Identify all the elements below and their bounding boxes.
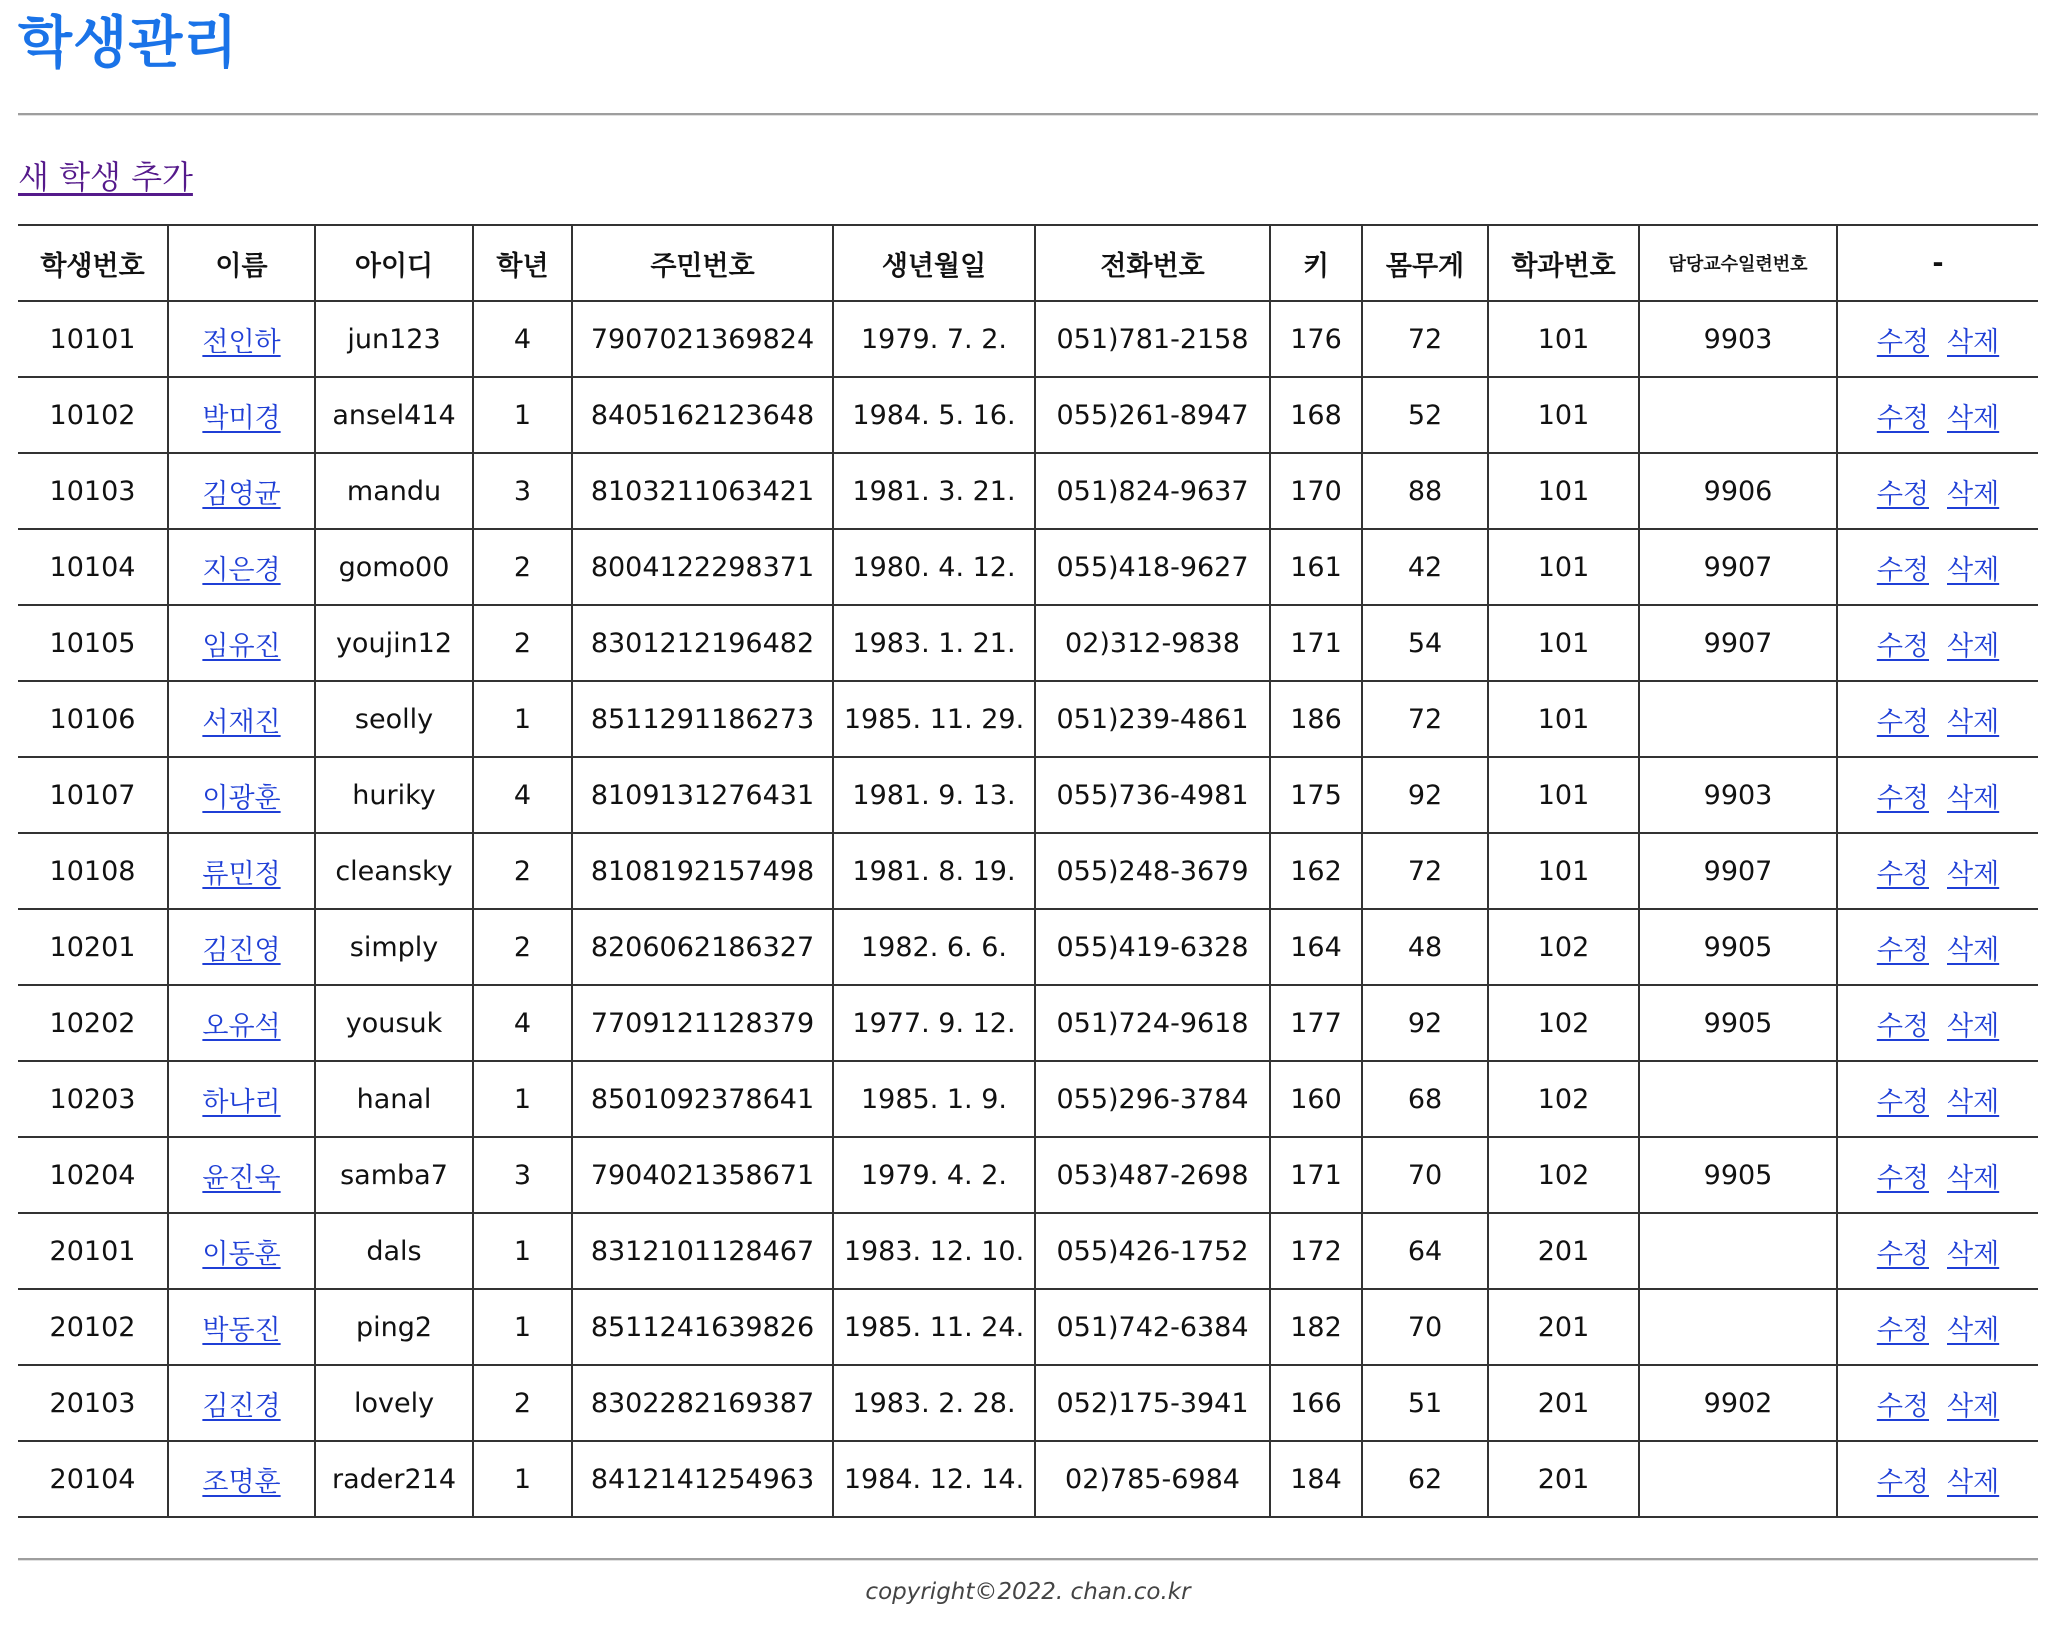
delete-link[interactable]: 삭제 — [1947, 402, 2000, 434]
table-header-row — [18, 225, 2038, 301]
table-row — [18, 1137, 2038, 1213]
cell-birthdate: 1981. 8. 19. — [833, 833, 1035, 909]
cell-actions — [1837, 301, 2038, 377]
header-professor-no: 담당교수일련번호 — [1639, 225, 1837, 301]
cell-name — [168, 453, 315, 529]
cell-grade: 1 — [473, 681, 572, 757]
cell-phone: 051)724-9618 — [1035, 985, 1270, 1061]
cell-phone: 055)261-8947 — [1035, 377, 1270, 453]
cell-professor-no — [1639, 1441, 1837, 1517]
cell-grade: 4 — [473, 301, 572, 377]
footer-copyright: copyright©2022. chan.co.kr — [865, 1579, 1191, 1605]
cell-birthdate: 1977. 9. 12. — [833, 985, 1035, 1061]
edit-link[interactable]: 수정 — [1876, 1010, 1929, 1042]
edit-link[interactable]: 수정 — [1876, 1162, 1929, 1194]
student-name-link[interactable]: 지은경 — [202, 554, 281, 586]
cell-phone: 055)418-9627 — [1035, 529, 1270, 605]
edit-link[interactable]: 수정 — [1876, 1314, 1929, 1346]
cell-height: 170 — [1270, 453, 1362, 529]
cell-userid: ping2 — [315, 1289, 473, 1365]
cell-grade: 2 — [473, 605, 572, 681]
header-weight: 몸무게 — [1362, 225, 1488, 301]
cell-userid: simply — [315, 909, 473, 985]
cell-jumin: 8206062186327 — [572, 909, 833, 985]
cell-dept-no: 102 — [1488, 1137, 1639, 1213]
cell-weight: 70 — [1362, 1289, 1488, 1365]
cell-weight: 54 — [1362, 605, 1488, 681]
cell-dept-no: 101 — [1488, 681, 1639, 757]
cell-actions — [1837, 1137, 2038, 1213]
cell-professor-no: 9907 — [1639, 833, 1837, 909]
cell-dept-no: 102 — [1488, 1061, 1639, 1137]
cell-professor-no — [1639, 377, 1837, 453]
cell-weight: 92 — [1362, 985, 1488, 1061]
edit-link[interactable]: 수정 — [1876, 934, 1929, 966]
cell-phone: 052)175-3941 — [1035, 1365, 1270, 1441]
add-link-area — [18, 116, 2038, 224]
cell-student-id: 20102 — [18, 1289, 168, 1365]
cell-actions — [1837, 1213, 2038, 1289]
cell-student-id: 10201 — [18, 909, 168, 985]
cell-dept-no: 102 — [1488, 985, 1639, 1061]
cell-actions — [1837, 529, 2038, 605]
cell-jumin: 8511241639826 — [572, 1289, 833, 1365]
cell-userid: youjin12 — [315, 605, 473, 681]
cell-dept-no: 201 — [1488, 1365, 1639, 1441]
edit-link[interactable]: 수정 — [1876, 1466, 1929, 1498]
cell-jumin: 8511291186273 — [572, 681, 833, 757]
cell-name — [168, 757, 315, 833]
cell-height: 171 — [1270, 605, 1362, 681]
cell-birthdate: 1979. 7. 2. — [833, 301, 1035, 377]
edit-link[interactable]: 수정 — [1876, 858, 1929, 890]
table-row — [18, 1441, 2038, 1517]
cell-phone: 055)248-3679 — [1035, 833, 1270, 909]
edit-link[interactable]: 수정 — [1876, 706, 1929, 738]
cell-professor-no: 9907 — [1639, 529, 1837, 605]
cell-height: 168 — [1270, 377, 1362, 453]
header-birthdate: 생년월일 — [833, 225, 1035, 301]
edit-link[interactable]: 수정 — [1876, 1238, 1929, 1270]
edit-link[interactable]: 수정 — [1876, 630, 1929, 662]
edit-link[interactable]: 수정 — [1876, 1086, 1929, 1118]
cell-name — [168, 529, 315, 605]
cell-student-id: 10105 — [18, 605, 168, 681]
cell-jumin: 8109131276431 — [572, 757, 833, 833]
cell-professor-no: 9903 — [1639, 757, 1837, 833]
cell-userid: yousuk — [315, 985, 473, 1061]
cell-grade: 1 — [473, 1289, 572, 1365]
cell-jumin: 8108192157498 — [572, 833, 833, 909]
cell-birthdate: 1981. 9. 13. — [833, 757, 1035, 833]
cell-birthdate: 1981. 3. 21. — [833, 453, 1035, 529]
cell-professor-no — [1639, 1289, 1837, 1365]
cell-student-id: 10202 — [18, 985, 168, 1061]
table-row — [18, 605, 2038, 681]
cell-student-id: 10204 — [18, 1137, 168, 1213]
cell-dept-no: 101 — [1488, 453, 1639, 529]
cell-phone: 055)296-3784 — [1035, 1061, 1270, 1137]
edit-link[interactable]: 수정 — [1876, 326, 1929, 358]
student-name-link[interactable]: 이동훈 — [202, 1238, 281, 1270]
cell-userid: cleansky — [315, 833, 473, 909]
cell-name — [168, 301, 315, 377]
header-name: 이름 — [168, 225, 315, 301]
cell-phone: 051)781-2158 — [1035, 301, 1270, 377]
cell-student-id: 10101 — [18, 301, 168, 377]
cell-grade: 2 — [473, 529, 572, 605]
table-row — [18, 1061, 2038, 1137]
cell-dept-no: 101 — [1488, 605, 1639, 681]
cell-birthdate: 1983. 12. 10. — [833, 1213, 1035, 1289]
table-row — [18, 1213, 2038, 1289]
delete-link[interactable]: 삭제 — [1947, 858, 2000, 890]
table-row — [18, 985, 2038, 1061]
cell-student-id: 20101 — [18, 1213, 168, 1289]
cell-phone: 051)239-4861 — [1035, 681, 1270, 757]
cell-height: 161 — [1270, 529, 1362, 605]
cell-professor-no — [1639, 681, 1837, 757]
cell-height: 171 — [1270, 1137, 1362, 1213]
delete-link[interactable]: 삭제 — [1947, 934, 2000, 966]
cell-grade: 4 — [473, 985, 572, 1061]
cell-phone: 055)426-1752 — [1035, 1213, 1270, 1289]
cell-height: 182 — [1270, 1289, 1362, 1365]
student-name-link[interactable]: 이광훈 — [202, 782, 281, 814]
footer-area — [18, 1558, 2038, 1605]
cell-height: 176 — [1270, 301, 1362, 377]
cell-name — [168, 1137, 315, 1213]
cell-userid: ansel414 — [315, 377, 473, 453]
cell-phone: 055)419-6328 — [1035, 909, 1270, 985]
cell-birthdate: 1983. 2. 28. — [833, 1365, 1035, 1441]
cell-professor-no: 9907 — [1639, 605, 1837, 681]
cell-name — [168, 681, 315, 757]
cell-dept-no: 101 — [1488, 757, 1639, 833]
cell-weight: 72 — [1362, 833, 1488, 909]
table-row — [18, 529, 2038, 605]
cell-jumin: 8301212196482 — [572, 605, 833, 681]
cell-student-id: 10103 — [18, 453, 168, 529]
cell-name — [168, 605, 315, 681]
cell-jumin: 8302282169387 — [572, 1365, 833, 1441]
cell-actions — [1837, 833, 2038, 909]
edit-link[interactable]: 수정 — [1876, 1390, 1929, 1422]
header-dept-no: 학과번호 — [1488, 225, 1639, 301]
table-row — [18, 377, 2038, 453]
cell-grade: 1 — [473, 1061, 572, 1137]
delete-link[interactable]: 삭제 — [1947, 782, 2000, 814]
student-name-link[interactable]: 박동진 — [202, 1314, 281, 1346]
cell-name — [168, 833, 315, 909]
student-name-link[interactable]: 김영균 — [202, 478, 281, 510]
page-title: 학생관리 — [18, 11, 239, 76]
cell-userid: mandu — [315, 453, 473, 529]
cell-student-id: 10104 — [18, 529, 168, 605]
student-table — [18, 224, 2038, 1518]
cell-grade: 2 — [473, 1365, 572, 1441]
cell-professor-no: 9903 — [1639, 301, 1837, 377]
cell-professor-no: 9905 — [1639, 1137, 1837, 1213]
cell-height: 186 — [1270, 681, 1362, 757]
cell-weight: 64 — [1362, 1213, 1488, 1289]
cell-weight: 42 — [1362, 529, 1488, 605]
cell-userid: gomo00 — [315, 529, 473, 605]
delete-link[interactable]: 삭제 — [1947, 1086, 2000, 1118]
cell-name — [168, 909, 315, 985]
cell-height: 164 — [1270, 909, 1362, 985]
cell-actions — [1837, 681, 2038, 757]
student-name-link[interactable]: 류민정 — [202, 858, 281, 890]
table-row — [18, 833, 2038, 909]
cell-weight: 92 — [1362, 757, 1488, 833]
cell-professor-no: 9906 — [1639, 453, 1837, 529]
cell-height: 175 — [1270, 757, 1362, 833]
delete-link[interactable]: 삭제 — [1947, 326, 2000, 358]
edit-link[interactable]: 수정 — [1876, 478, 1929, 510]
cell-professor-no: 9905 — [1639, 985, 1837, 1061]
delete-link[interactable]: 삭제 — [1947, 1390, 2000, 1422]
cell-grade: 2 — [473, 833, 572, 909]
cell-actions — [1837, 605, 2038, 681]
cell-height: 177 — [1270, 985, 1362, 1061]
table-body — [18, 301, 2038, 1517]
delete-link[interactable]: 삭제 — [1947, 1162, 2000, 1194]
cell-birthdate: 1985. 11. 24. — [833, 1289, 1035, 1365]
cell-weight: 48 — [1362, 909, 1488, 985]
header-actions: - — [1837, 225, 2038, 301]
cell-jumin: 8312101128467 — [572, 1213, 833, 1289]
cell-birthdate: 1980. 4. 12. — [833, 529, 1035, 605]
cell-weight: 51 — [1362, 1365, 1488, 1441]
cell-name — [168, 377, 315, 453]
cell-userid: huriky — [315, 757, 473, 833]
cell-birthdate: 1984. 5. 16. — [833, 377, 1035, 453]
cell-actions — [1837, 909, 2038, 985]
cell-professor-no — [1639, 1213, 1837, 1289]
cell-actions — [1837, 377, 2038, 453]
bottom-divider — [18, 1558, 2038, 1561]
cell-jumin: 8501092378641 — [572, 1061, 833, 1137]
cell-phone: 051)742-6384 — [1035, 1289, 1270, 1365]
cell-weight: 68 — [1362, 1061, 1488, 1137]
cell-jumin: 8103211063421 — [572, 453, 833, 529]
cell-weight: 88 — [1362, 453, 1488, 529]
cell-userid: samba7 — [315, 1137, 473, 1213]
cell-grade: 4 — [473, 757, 572, 833]
header-jumin: 주민번호 — [572, 225, 833, 301]
cell-actions — [1837, 1365, 2038, 1441]
cell-student-id: 10102 — [18, 377, 168, 453]
cell-height: 162 — [1270, 833, 1362, 909]
table-row — [18, 681, 2038, 757]
student-name-link[interactable]: 조명훈 — [202, 1466, 281, 1498]
cell-phone: 02)785-6984 — [1035, 1441, 1270, 1517]
cell-jumin: 7709121128379 — [572, 985, 833, 1061]
cell-dept-no: 102 — [1488, 909, 1639, 985]
cell-student-id: 10106 — [18, 681, 168, 757]
cell-height: 166 — [1270, 1365, 1362, 1441]
edit-link[interactable]: 수정 — [1876, 402, 1929, 434]
delete-link[interactable]: 삭제 — [1947, 554, 2000, 586]
cell-dept-no: 201 — [1488, 1441, 1639, 1517]
cell-jumin: 7904021358671 — [572, 1137, 833, 1213]
edit-link[interactable]: 수정 — [1876, 782, 1929, 814]
cell-actions — [1837, 985, 2038, 1061]
header-grade: 학년 — [473, 225, 572, 301]
table-row — [18, 1289, 2038, 1365]
cell-birthdate: 1979. 4. 2. — [833, 1137, 1035, 1213]
student-name-link[interactable]: 하나리 — [202, 1086, 281, 1118]
delete-link[interactable]: 삭제 — [1947, 1466, 2000, 1498]
cell-actions — [1837, 1061, 2038, 1137]
student-name-link[interactable]: 김진영 — [202, 934, 281, 966]
cell-student-id: 10108 — [18, 833, 168, 909]
cell-weight: 72 — [1362, 681, 1488, 757]
cell-professor-no: 9905 — [1639, 909, 1837, 985]
cell-weight: 72 — [1362, 301, 1488, 377]
cell-userid: seolly — [315, 681, 473, 757]
cell-student-id: 10107 — [18, 757, 168, 833]
cell-name — [168, 985, 315, 1061]
cell-name — [168, 1213, 315, 1289]
cell-userid: rader214 — [315, 1441, 473, 1517]
edit-link[interactable]: 수정 — [1876, 554, 1929, 586]
cell-weight: 52 — [1362, 377, 1488, 453]
cell-height: 184 — [1270, 1441, 1362, 1517]
cell-name — [168, 1289, 315, 1365]
cell-grade: 1 — [473, 1213, 572, 1289]
cell-jumin: 8405162123648 — [572, 377, 833, 453]
delete-link[interactable]: 삭제 — [1947, 630, 2000, 662]
cell-birthdate: 1983. 1. 21. — [833, 605, 1035, 681]
table-row — [18, 453, 2038, 529]
cell-jumin: 8004122298371 — [572, 529, 833, 605]
cell-jumin: 8412141254963 — [572, 1441, 833, 1517]
cell-dept-no: 101 — [1488, 377, 1639, 453]
header-phone: 전화번호 — [1035, 225, 1270, 301]
header-student-id: 학생번호 — [18, 225, 168, 301]
cell-userid: dals — [315, 1213, 473, 1289]
cell-actions — [1837, 1441, 2038, 1517]
cell-grade: 2 — [473, 909, 572, 985]
cell-student-id: 20103 — [18, 1365, 168, 1441]
header-height: 키 — [1270, 225, 1362, 301]
cell-birthdate: 1985. 11. 29. — [833, 681, 1035, 757]
cell-height: 160 — [1270, 1061, 1362, 1137]
cell-weight: 70 — [1362, 1137, 1488, 1213]
cell-actions — [1837, 453, 2038, 529]
delete-link[interactable]: 삭제 — [1947, 1238, 2000, 1270]
student-name-link[interactable]: 윤진욱 — [202, 1162, 281, 1194]
cell-name — [168, 1061, 315, 1137]
cell-dept-no: 101 — [1488, 529, 1639, 605]
header-userid: 아이디 — [315, 225, 473, 301]
cell-phone: 055)736-4981 — [1035, 757, 1270, 833]
cell-userid: hanal — [315, 1061, 473, 1137]
cell-student-id: 20104 — [18, 1441, 168, 1517]
student-name-link[interactable]: 김진경 — [202, 1390, 281, 1422]
cell-actions — [1837, 757, 2038, 833]
cell-dept-no: 201 — [1488, 1289, 1639, 1365]
cell-name — [168, 1365, 315, 1441]
cell-jumin: 7907021369824 — [572, 301, 833, 377]
cell-dept-no: 101 — [1488, 301, 1639, 377]
cell-name — [168, 1441, 315, 1517]
cell-professor-no: 9902 — [1639, 1365, 1837, 1441]
student-name-link[interactable]: 전인하 — [202, 326, 281, 358]
delete-link[interactable]: 삭제 — [1947, 706, 2000, 738]
cell-height: 172 — [1270, 1213, 1362, 1289]
cell-student-id: 10203 — [18, 1061, 168, 1137]
cell-birthdate: 1982. 6. 6. — [833, 909, 1035, 985]
cell-grade: 3 — [473, 1137, 572, 1213]
cell-grade: 3 — [473, 453, 572, 529]
cell-professor-no — [1639, 1061, 1837, 1137]
table-row — [18, 757, 2038, 833]
delete-link[interactable]: 삭제 — [1947, 1314, 2000, 1346]
cell-phone: 051)824-9637 — [1035, 453, 1270, 529]
table-row — [18, 301, 2038, 377]
table-row — [18, 909, 2038, 985]
cell-grade: 1 — [473, 377, 572, 453]
cell-actions — [1837, 1289, 2038, 1365]
student-name-link[interactable]: 서재진 — [202, 706, 281, 738]
student-name-link[interactable]: 박미경 — [202, 402, 281, 434]
table-row — [18, 1365, 2038, 1441]
cell-userid: jun123 — [315, 301, 473, 377]
cell-phone: 02)312-9838 — [1035, 605, 1270, 681]
cell-dept-no: 101 — [1488, 833, 1639, 909]
add-student-link[interactable]: 새 학생 추가 — [18, 158, 193, 196]
cell-grade: 1 — [473, 1441, 572, 1517]
cell-dept-no: 201 — [1488, 1213, 1639, 1289]
cell-phone: 053)487-2698 — [1035, 1137, 1270, 1213]
delete-link[interactable]: 삭제 — [1947, 1010, 2000, 1042]
cell-weight: 62 — [1362, 1441, 1488, 1517]
cell-userid: lovely — [315, 1365, 473, 1441]
delete-link[interactable]: 삭제 — [1947, 478, 2000, 510]
student-name-link[interactable]: 임유진 — [202, 630, 281, 662]
cell-birthdate: 1985. 1. 9. — [833, 1061, 1035, 1137]
cell-birthdate: 1984. 12. 14. — [833, 1441, 1035, 1517]
student-name-link[interactable]: 오유석 — [202, 1010, 281, 1042]
